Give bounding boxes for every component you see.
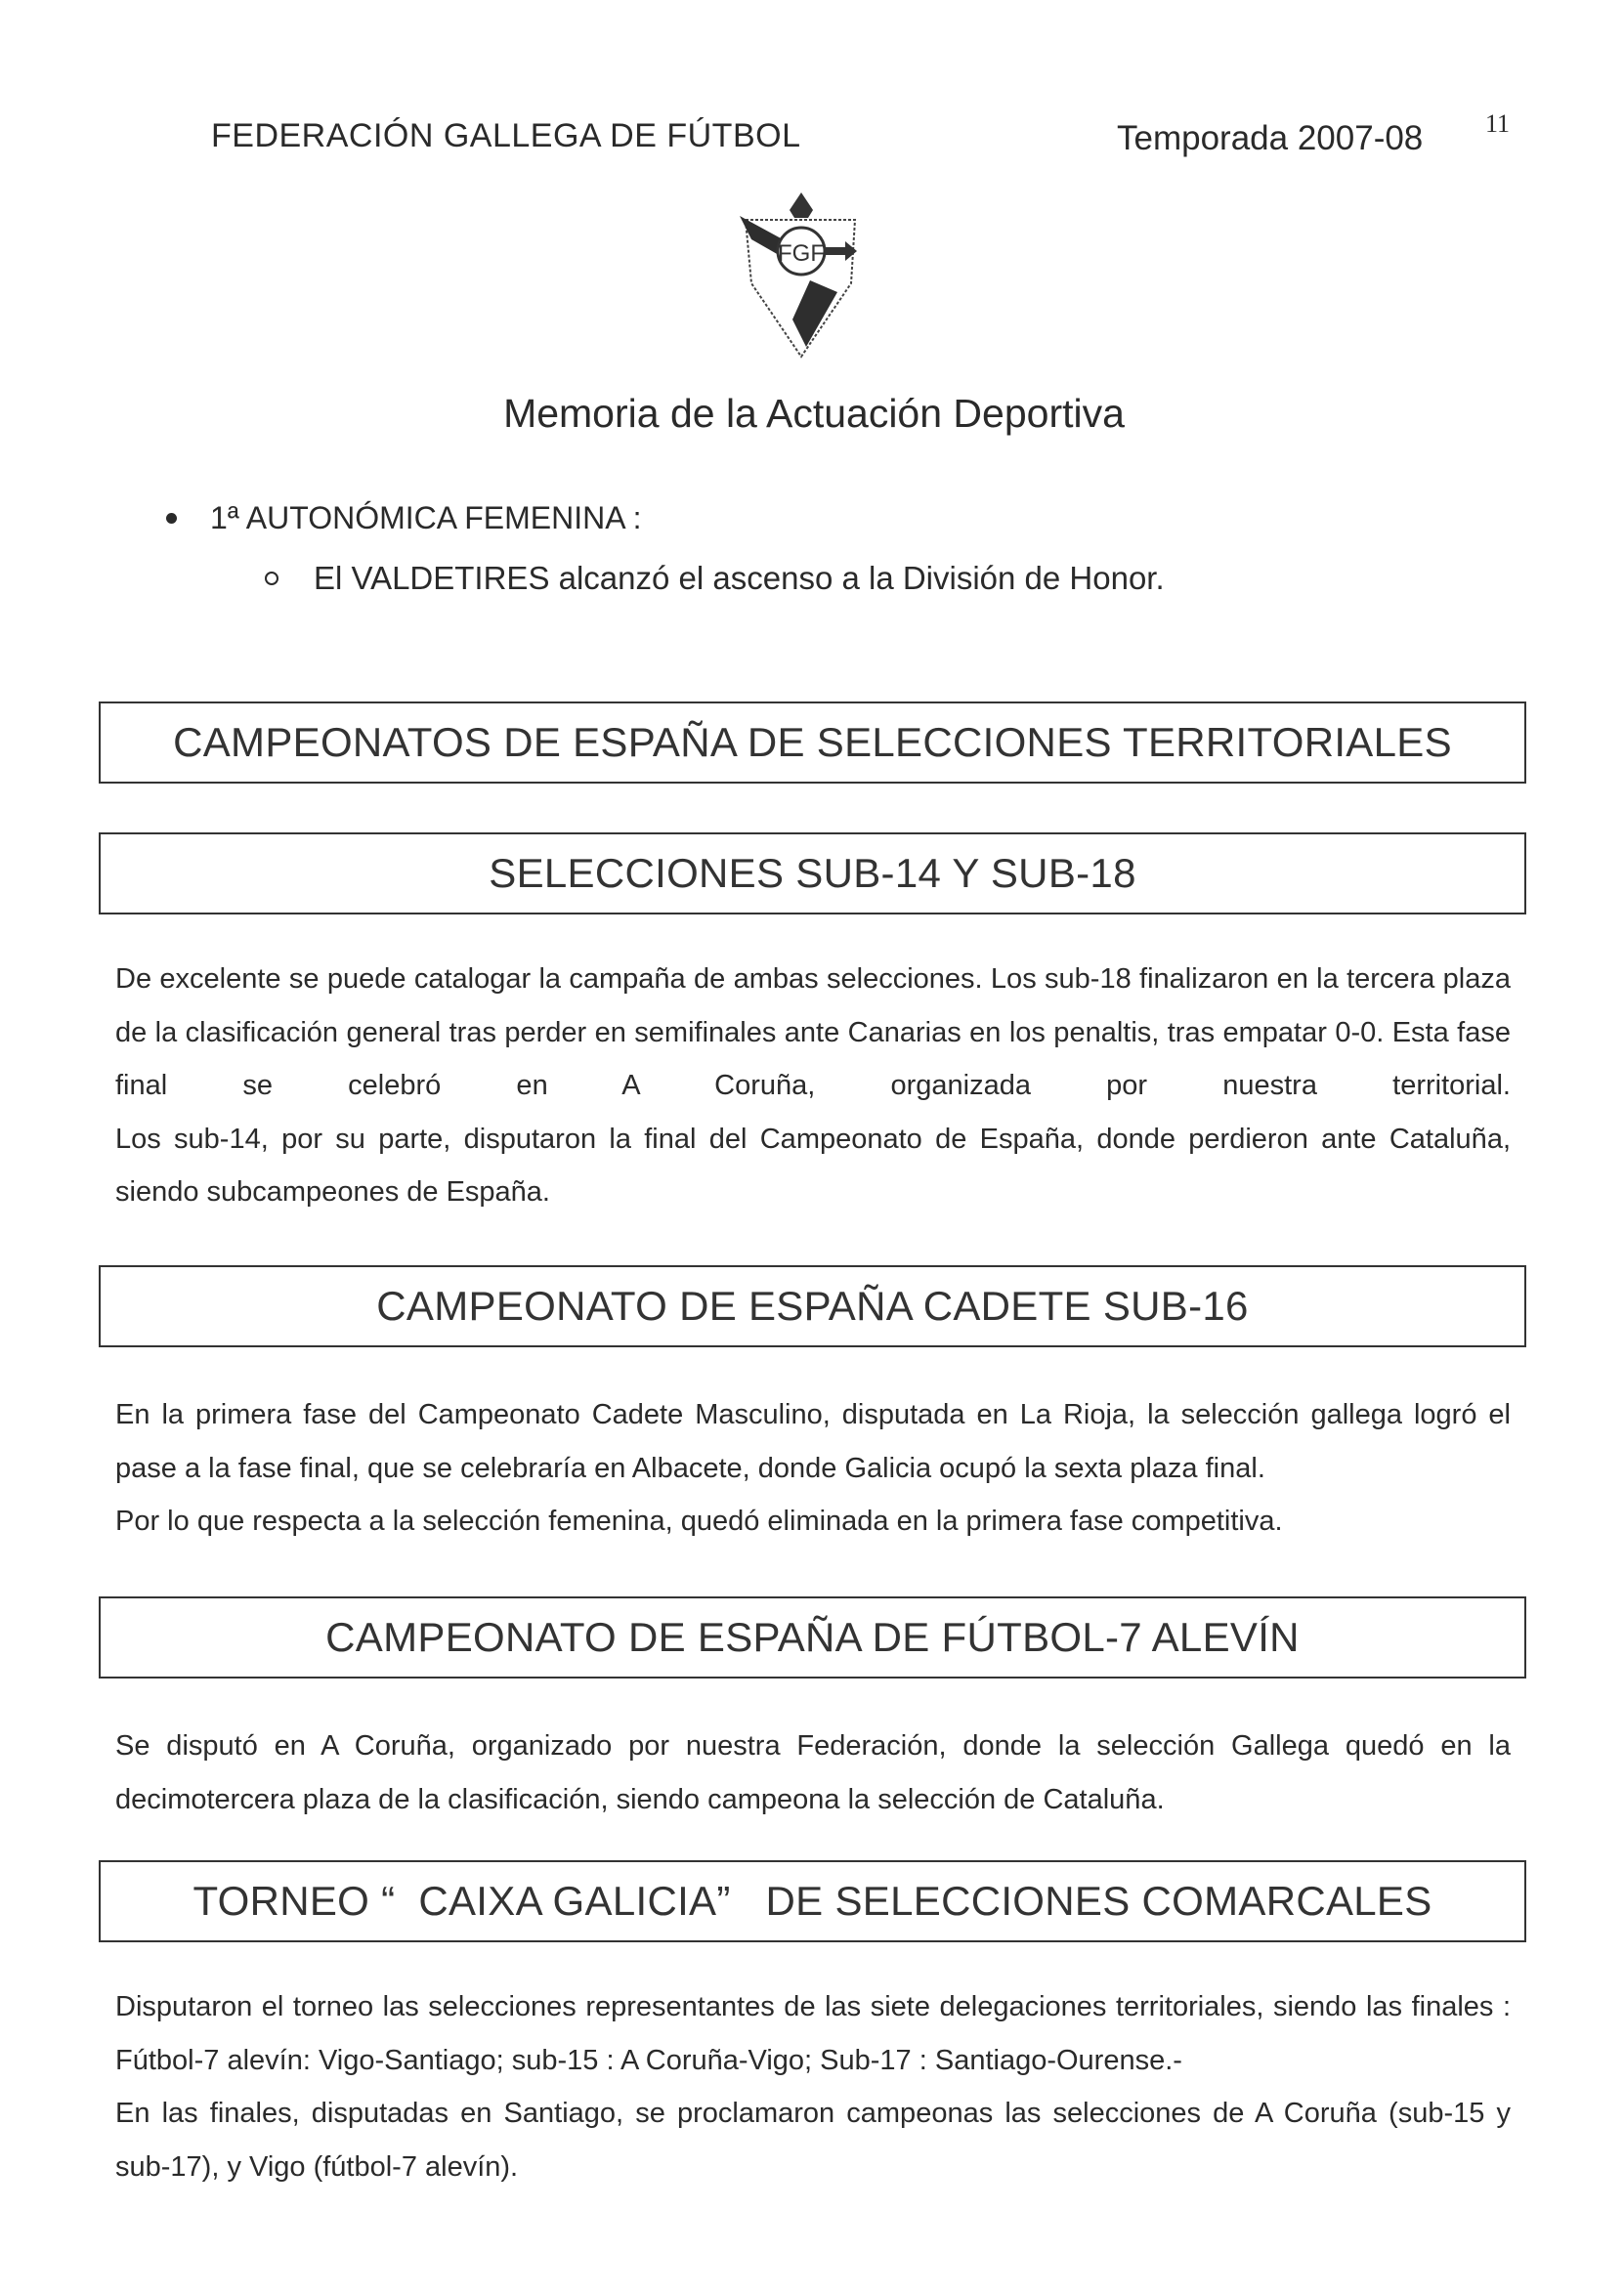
crest-diagonal-band xyxy=(792,280,837,347)
autonomica-title: 1ª AUTONÓMICA FEMENINA : xyxy=(210,500,642,535)
section-title-territoriales: CAMPEONATOS DE ESPAÑA DE SELECCIONES TERRITORIALES xyxy=(99,701,1526,784)
bullet-dot xyxy=(166,513,177,524)
paragraph-caixa-galicia xyxy=(115,1980,1511,2193)
text-caixa-campeonas: En las finales, disputadas en Santiago, se proclamaron campeonas las selecciones de A Coruña (sub-15 y sub-17), y Vigo (fútbol-7 alevín). xyxy=(115,2098,1511,2183)
text-sub18: De excelente se puede catalogar la campaña de ambas selecciones. Los sub-18 finalizaron en la tercera plaza de la clasificación general tras perder en semifinales ante Canarias en los penaltis, tras empatar 0-0. Esta fase final se celebró en A Coruña, organizada por nuestra territorial. xyxy=(115,963,1511,1101)
page-number: 11 xyxy=(1485,109,1511,138)
crest-top-ornament xyxy=(790,192,813,218)
section-title-sub14-sub18: SELECCIONES SUB-14 Y SUB-18 xyxy=(99,832,1526,914)
paragraph-cadete xyxy=(115,1388,1511,1549)
crest-monogram: FGF xyxy=(778,240,825,267)
organization-name: FEDERACIÓN GALLEGA DE FÚTBOL xyxy=(211,117,801,154)
federation-crest-logo xyxy=(728,191,875,361)
text-sub14: Los sub-14, por su parte, disputaron la final del Campeonato de España, donde perdieron ante Cataluña, siendo subcampeones de España. xyxy=(115,1123,1511,1208)
sub-bullet-circle xyxy=(265,572,278,585)
section-title-caixa-galicia: TORNEO “ CAIXA GALICIA” DE SELECCIONES COMARCALES xyxy=(99,1860,1526,1942)
text-cadete-masculino: En la primera fase del Campeonato Cadete Masculino, disputada en La Rioja, la selección gallega logró el pase a la fase final, que se celebraría en Albacete, donde Galicia ocupó la sexta plaza final. xyxy=(115,1399,1511,1484)
autonomica-item: El VALDETIRES alcanzó el ascenso a la División de Honor. xyxy=(314,560,1165,596)
text-caixa-finales: Disputaron el torneo las selecciones representantes de las siete delegaciones territoriales, siendo las finales : Fútbol-7 alevín: Vigo-Santiago; sub-15 : A Coruña-Vigo; Sub-17 : Santiago-Ourense.- xyxy=(115,1991,1511,2076)
paragraph-alevin xyxy=(115,1720,1511,1826)
section-title-cadete: CAMPEONATO DE ESPAÑA CADETE SUB-16 xyxy=(99,1265,1526,1347)
sub-bullet-valdetires xyxy=(265,560,1165,597)
season-label: Temporada 2007-08 xyxy=(1117,119,1424,157)
text-cadete-femenina: Por lo que respecta a la selección femenina, quedó eliminada en la primera fase competitiva. xyxy=(115,1506,1283,1537)
paragraph-sub14-sub18 xyxy=(115,953,1511,1219)
section-title-alevin: CAMPEONATO DE ESPAÑA DE FÚTBOL-7 ALEVÍN xyxy=(99,1596,1526,1679)
text-alevin: Se disputó en A Coruña, organizado por nuestra Federación, donde la selección Gallega quedó en la decimotercera plaza de la clasificación, siendo campeona la selección de Cataluña. xyxy=(115,1730,1511,1815)
bullet-autonomica xyxy=(166,500,642,536)
memoria-title: Memoria de la Actuación Deportiva xyxy=(503,391,1125,436)
